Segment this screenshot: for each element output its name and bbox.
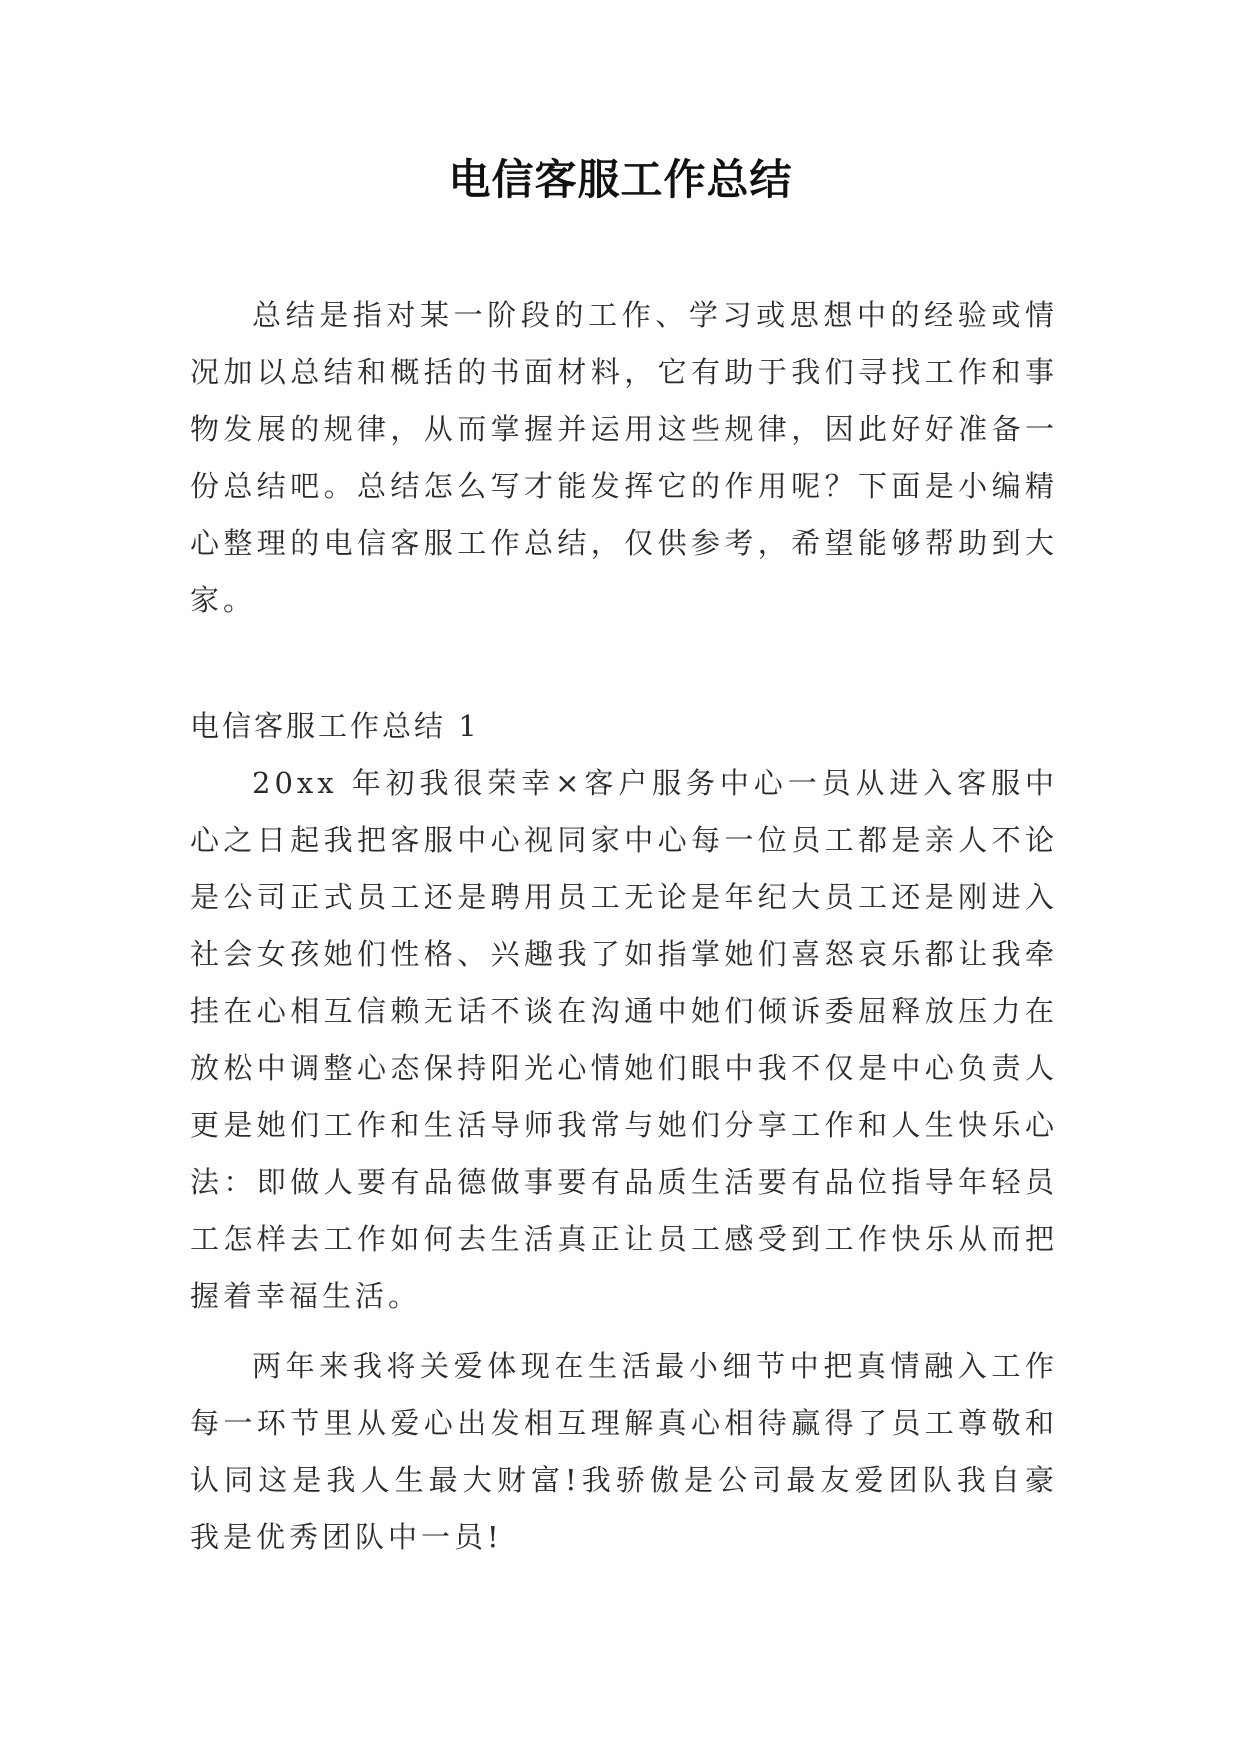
intro-paragraph: 总结是指对某一阶段的工作、学习或思想中的经验或情况加以总结和概括的书面材料，它有助于我们寻找工作和事物发展的规律，从而掌握并运用这些规律，因此好好准备一份总结吧。总结怎么写才能发挥它的作用呢？下面是小编精心整理的电信客服工作总结，仅供参考，希望能够帮助到大家。 <box>190 298 1058 617</box>
section-heading: 电信客服工作总结 1 <box>190 709 480 743</box>
body-paragraph: 20xx 年初我很荣幸×客户服务中心一员从进入客服中心之日起我把客服中心视同家中心每一位员工都是亲人不论是公司正式员工还是聘用员工无论是年纪大员工还是刚进入社会女孩她们性格、兴趣我了如指掌她们喜怒哀乐都让我牵挂在心相互信赖无话不谈在沟通中她们倾诉委屈释放压力在放松中调整心态保持阳光心情她们眼中我不仅是中心负责人更是她们工作和生活导师我常与她们分享工作和人生快乐心法：即做人要有品德做事要有品质生活要有品位指导年轻员工怎样去工作如何去生活真正让员工感受到工作快乐从而把握着幸福生活。 <box>190 766 1058 1313</box>
body-paragraph: 两年来我将关爱体现在生活最小细节中把真情融入工作每一环节里从爱心出发相互理解真心相待赢得了员工尊敬和认同这是我人生最大财富!我骄傲是公司最友爱团队我自豪我是优秀团队中一员! <box>190 1349 1058 1554</box>
document-title: 电信客服工作总结 <box>448 155 793 204</box>
